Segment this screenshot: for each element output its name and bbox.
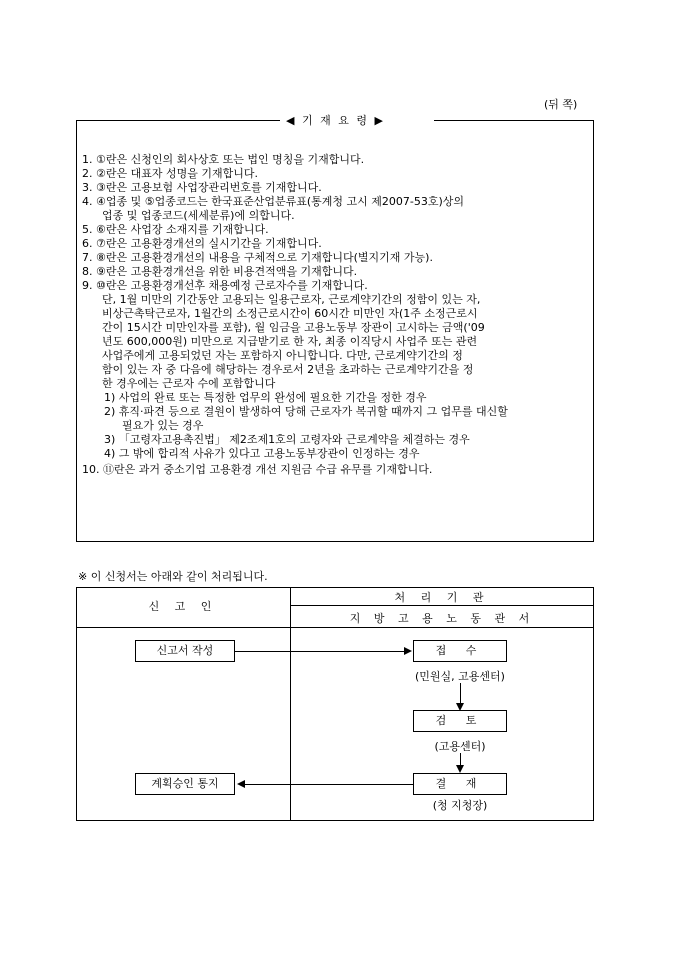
agency-subheader: 지 방 고 용 노 동 관 서 [349,612,535,625]
step-receive-caption: (민원실, 고용센터) [415,670,505,683]
instruction-2: 2. ②란은 대표자 성명을 기재합니다. [82,167,258,180]
exception-item-3: 3) 「고령자고용촉진법」 제2조제1호의 고령자와 근로계약을 체결하는 경우 [104,433,470,446]
instruction-9-text: 년도 600,000원) 미만으로 지급받기로 한 자, 최종 이직당시 사업주 또는 관련 [102,335,478,348]
applicant-header: 신 고 인 [148,600,218,613]
frame-top-left [76,120,280,121]
step-approve-caption: (청 지청장) [432,799,488,812]
instruction-5: 5. ⑥란은 사업장 소재지를 기재합니다. [82,223,269,236]
step-review: 검 토 [413,710,507,732]
instruction-4: 4. ④업종 및 ⑤업종코드는 한국표준산업분류표(통계청 고시 제2007-53호)상의 [82,195,465,208]
instruction-6: 6. ⑦란은 고용환경개선의 실시기간을 기재합니다. [82,237,322,250]
frame-top-right [434,120,594,121]
arrow-head-right [404,647,412,655]
instructions-title: ◀ 기 재 요 령 ▶ [282,112,389,128]
arrow-to-notice [243,784,413,785]
instruction-9-text: 단, 1월 미만의 기간동안 고용되는 일용근로자, 근로계약기간의 정함이 있는 자, [102,293,481,306]
instruction-1: 1. ①란은 신청인의 회사상호 또는 법인 명칭을 기재합니다. [82,153,365,166]
arrow-to-review [460,683,461,703]
instruction-10: 10. ⑪란은 과거 중소기업 고용환경 개선 지원금 수급 유무를 기재합니다. [82,463,433,476]
instruction-9-text: 사업주에게 고용되었던 자는 포함하지 아니합니다. 다만, 근로계약기간의 정 [102,349,463,362]
step-receive: 접 수 [413,640,507,662]
exception-item-2: 2) 휴직·파견 등으로 결원이 발생하여 당해 근로자가 복귀할 때까지 그 업무를 대신할 [104,405,508,418]
agency-header: 처 리 기 관 [394,591,490,604]
instruction-4-cont: 업종 및 업종코드(세세분류)에 의합니다. [102,209,295,222]
arrow-head-down [456,765,464,773]
step-approve: 결 재 [413,773,507,795]
process-header-mid-line [290,605,594,606]
exception-item-4: 4) 그 밖에 합리적 사유가 있다고 고용노동부장관이 인정하는 경우 [104,447,420,460]
process-header-line [76,627,594,628]
instruction-3: 3. ③란은 고용보험 사업장관리번호를 기재합니다. [82,181,322,194]
arrow-to-receive [235,651,407,652]
instruction-7: 7. ⑧란은 고용환경개선의 내용을 구체적으로 기재합니다(별지기재 가능). [82,251,433,264]
step-review-caption: (고용센터) [434,740,486,753]
instruction-9-text: 비상근촉탁근로자, 1월간의 소정근로시간이 60시간 미만인 자(1주 소정근로시 [102,307,478,320]
instruction-9-text: 한 경우에는 근로자 수에 포함합니다 [102,377,276,390]
exception-item-1: 1) 사업의 완료 또는 특정한 업무의 완성에 필요한 기간을 정한 경우 [104,391,427,404]
page-side-label: (뒤 쪽) [544,98,578,111]
instruction-8: 8. ⑨란은 고용환경개선을 위한 비용견적액을 기재합니다. [82,265,358,278]
arrow-to-approve [460,753,461,765]
instruction-9-text: 간이 15시간 미만인자를 포함), 월 임금을 고용노동부 장관이 고시하는 금액('09 [102,321,485,334]
processing-note: ※ 이 신청서는 아래와 같이 처리됩니다. [78,570,268,583]
applicant-step-notice: 계획승인 통지 [135,773,235,795]
exception-item-2-cont: 필요가 있는 경우 [122,419,204,432]
applicant-step-write: 신고서 작성 [135,640,235,662]
instruction-9: 9. ⑩란은 고용환경개선후 채용예정 근로자수를 기재합니다. [82,279,368,292]
arrow-head-left [237,780,245,788]
instruction-9-text: 함이 있는 자 중 다음에 해당하는 경우로서 2년을 초과하는 근로계약기간을 정 [102,363,474,376]
